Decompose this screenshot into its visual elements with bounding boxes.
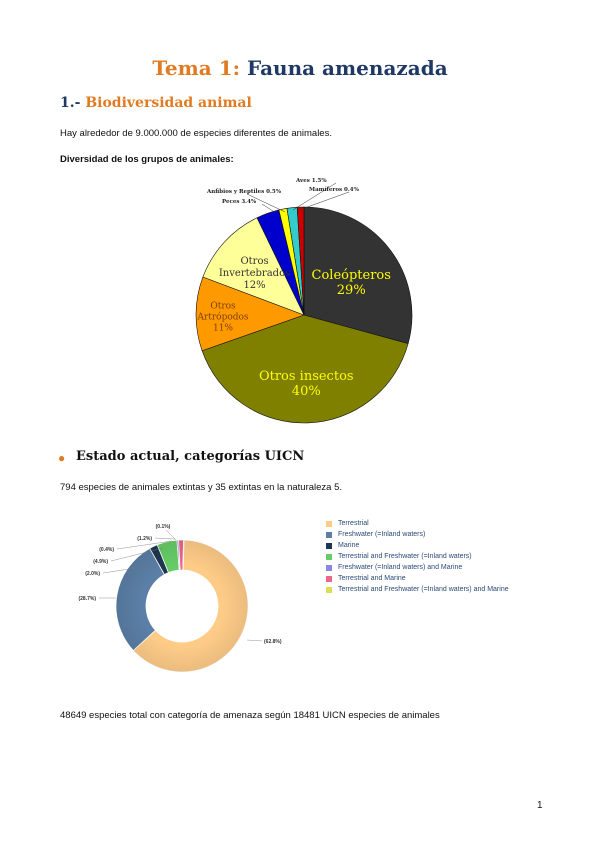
pie-label-0-0: Coleópteros — [311, 267, 391, 283]
legend-label: Terrestrial — [338, 520, 369, 527]
donut-shading — [116, 540, 248, 672]
legend-swatch — [326, 543, 332, 549]
uicn-donut-chart — [116, 540, 248, 672]
pie-callout-7: Mamíferos 0.4% — [309, 187, 359, 193]
pie-callout-4: Peces 3.4% — [222, 199, 257, 205]
pie-value-3: 12% — [243, 279, 266, 291]
legend-swatch — [326, 554, 332, 560]
legend-item — [326, 584, 509, 595]
legend-swatch — [326, 521, 332, 527]
pie-value-0: 29% — [336, 282, 366, 298]
pie-callout-line-4 — [262, 204, 276, 213]
pie-value-2: 11% — [212, 323, 234, 334]
footer-text: 48649 especies total con categoría de amenaza según 18481 UICN especies de animales — [60, 710, 440, 721]
pie-callout-6: Aves 1.5% — [296, 178, 327, 184]
donut-value-2: (2.0%) — [85, 571, 100, 577]
pie-label-2-0: Otros — [210, 301, 236, 312]
legend-label: Marine — [338, 542, 360, 549]
legend-swatch — [326, 532, 332, 538]
pie-label-3-0: Otros — [240, 255, 269, 267]
extinct-text: 794 especies de animales extintas y 35 extintas en la naturaleza 5. — [60, 482, 343, 493]
donut-value-0: (62.8%) — [264, 639, 282, 645]
section2-heading: Estado actual, categorías UICN — [76, 449, 305, 464]
legend-item — [326, 518, 509, 529]
legend-item — [326, 529, 509, 540]
uicn-legend — [326, 518, 509, 595]
page-number: 1 — [537, 800, 543, 811]
legend-label: Terrestrial and Marine — [338, 575, 406, 582]
section1-number: 1.- — [60, 95, 81, 111]
pie-label-1-0: Otros insectos — [258, 368, 354, 384]
donut-value-5: (1.2%) — [137, 536, 152, 542]
donut-leader-0 — [247, 640, 262, 641]
title-part2: Fauna amenazada — [246, 56, 448, 80]
pie-label-3-1: Invertebrados — [218, 267, 291, 279]
legend-swatch — [326, 565, 332, 571]
legend-label: Terrestrial and Freshwater (=Inland waters) and Marine — [338, 586, 509, 593]
pie-value-1: 40% — [291, 383, 321, 399]
donut-leader-5 — [155, 538, 175, 539]
section1-title: Biodiversidad animal — [85, 95, 252, 111]
legend-item — [326, 573, 509, 584]
title-part1: Tema 1: — [152, 56, 241, 80]
legend-item — [326, 551, 509, 562]
donut-value-6: (0.1%) — [155, 524, 171, 530]
legend-item — [326, 540, 509, 551]
donut-value-1: (28.7%) — [78, 596, 96, 602]
donut-value-4: (0.4%) — [99, 547, 114, 553]
legend-swatch — [326, 587, 332, 593]
legend-label: Freshwater (=Inland waters) — [338, 531, 426, 538]
intro-text: Hay alrededor de 9.000.000 de especies diferentes de animales. — [60, 128, 332, 139]
pie-callout-5: Anfibios y Reptiles 0.5% — [207, 189, 281, 195]
legend-label: Terrestrial and Freshwater (=Inland waters) — [338, 553, 472, 560]
pie-label-2-1: Artrópodos — [197, 312, 249, 323]
legend-item — [326, 562, 509, 573]
legend-label: Freshwater (=Inland waters) and Marine — [338, 564, 463, 571]
diversity-heading: Diversidad de los grupos de animales: — [60, 154, 234, 165]
bullet-icon: ● — [58, 451, 66, 465]
pie-callout-line-7 — [299, 192, 349, 210]
donut-value-3: (4.9%) — [93, 559, 108, 565]
legend-swatch — [326, 576, 332, 582]
